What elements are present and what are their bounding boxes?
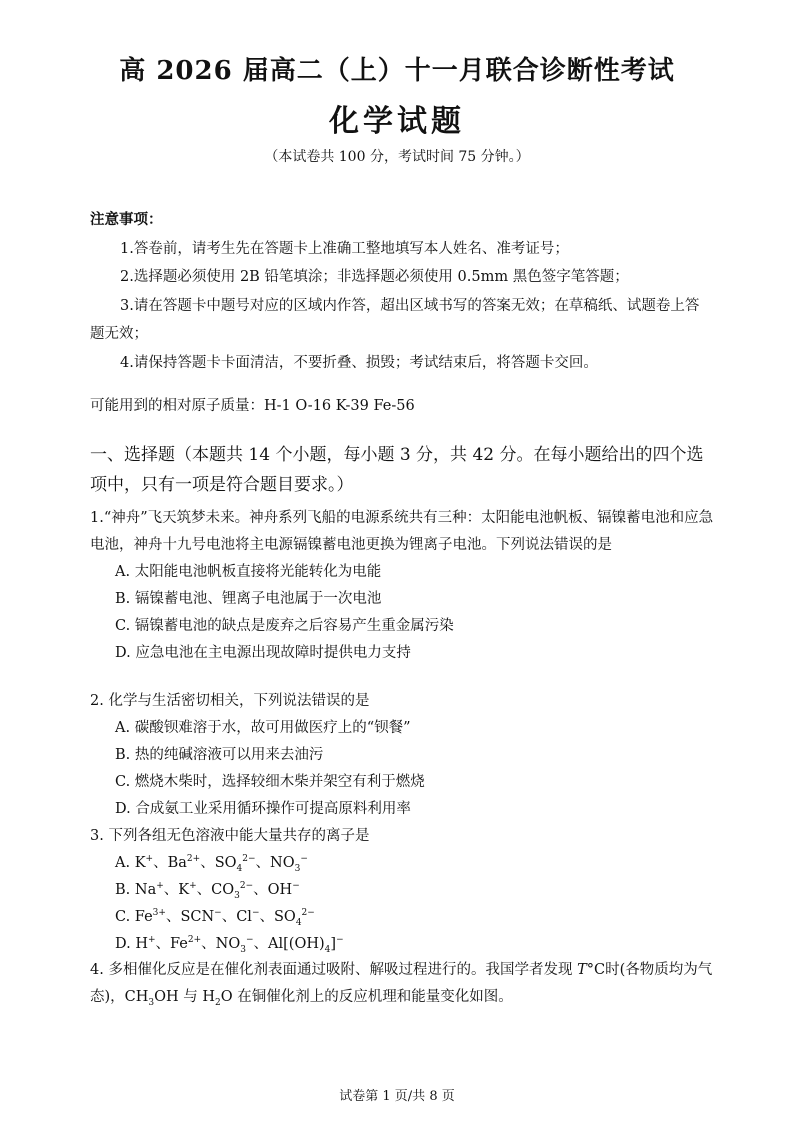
question-3-option-c: C. $Fe^{3+}$、SCN−、Cl−、$SO_4^{2-}$ xyxy=(115,908,315,928)
option-label: A. xyxy=(115,855,135,871)
q4-text-d: O 在铜催化剂上的反应机理和能量变化如图。 xyxy=(220,989,513,1005)
question-4 xyxy=(90,957,720,1011)
question-3-option-d: D. H+、$Fe^{2+}$、$NO_3^-$、$Al[(OH)_4]^-$ xyxy=(115,935,344,955)
ion: Na+ xyxy=(134,881,164,898)
question-1-option-b: B. 镉镍蓄电池、锂离子电池属于一次电池 xyxy=(115,591,382,607)
ion: $Fe^{3+}$ xyxy=(134,908,166,925)
ion: $Ba^{2+}$ xyxy=(167,854,201,871)
question-2-option-d: D. 合成氨工业采用循环操作可提高原料利用率 xyxy=(115,801,411,817)
ion: $Fe^{2+}$ xyxy=(170,935,202,952)
ion: OH− xyxy=(267,881,300,898)
q4-sub2: 2 xyxy=(215,997,221,1008)
note-item-4: 4.请保持答题卡卡面清洁，不要折叠、损毁；考试结束后，将答题卡交回。 xyxy=(120,354,598,371)
q4-text-c: OH 与 H xyxy=(154,989,216,1005)
option-label: C. xyxy=(115,909,135,925)
subject-title: 化学试题 xyxy=(329,104,465,139)
ion: K+ xyxy=(134,854,154,871)
question-3 xyxy=(90,823,720,958)
question-2-stem: 2. 化学与生活密切相关，下列说法错误的是 xyxy=(90,693,370,709)
note-item-2: 2.选择题必须使用 2B 铅笔填涂；非选择题必须使用 0.5mm 黑色签字笔答题； xyxy=(120,269,629,285)
ion: $NO_3^-$ xyxy=(215,935,254,955)
atomic-mass: 可能用到的相对原子质量：H-1 O-16 K-39 Fe-56 xyxy=(90,398,415,414)
ion: H+ xyxy=(135,935,156,952)
ion: SCN− xyxy=(180,908,222,925)
question-3-option-b: B. Na+、K+、$CO_3^{2-}$、OH− xyxy=(115,881,300,901)
ion: Cl− xyxy=(236,908,260,925)
question-1 xyxy=(90,505,720,667)
question-1-option-d: D. 应急电池在主电源出现故障时提供电力支持 xyxy=(115,645,411,661)
q4-text-a: 4. 多相催化反应是在催化剂表面通过吸附、解吸过程进行的。我国学者发现 xyxy=(90,962,578,978)
exam-info: （本试卷共 100 分，考试时间 75 分钟。） xyxy=(264,149,530,165)
option-label: B. xyxy=(115,882,135,898)
question-2-option-a: A. 碳酸钡难溶于水，故可用做医疗上的“钡餐” xyxy=(115,720,411,736)
question-1-stem: 1.“神舟”飞天筑梦未来。神舟系列飞船的电源系统共有三种：太阳能电池帆板、镉镍蓄电池和应急电池，神舟十九号电池将主电源镉镍蓄电池更换为锂离子电池。下列说法错误的是 xyxy=(90,510,714,553)
note-item-3: 3.请在答题卡中题号对应的区域内作答，超出区域书写的答案无效；在草稿纸、试题卷上答题无效； xyxy=(90,297,700,342)
section-heading: 一、选择题（本题共 14 个小题，每小题 3 分，共 42 分。在每小题给出的四个选项中，只有一项是符合题目要求。） xyxy=(90,445,704,495)
note-item-1: 1.答卷前，请考生先在答题卡上准确工整地填写本人姓名、准考证号； xyxy=(120,240,569,257)
ion: $CO_3^{2-}$ xyxy=(211,881,254,901)
question-2 xyxy=(90,688,720,823)
ion: $Al[(OH)_4]^-$ xyxy=(268,935,344,955)
ion: $NO_3^-$ xyxy=(270,854,308,874)
page-footer: 试卷第 1 页/共 8 页 xyxy=(339,1089,455,1104)
ion: $SO_4^{2-}$ xyxy=(214,854,256,874)
notes-heading: 注意事项： xyxy=(90,211,163,228)
ion: $SO_4^{2-}$ xyxy=(273,908,315,928)
question-3-stem: 3. 下列各组无色溶液中能大量共存的离子是 xyxy=(90,828,370,844)
question-1-option-c: C. 镉镍蓄电池的缺点是废弃之后容易产生重金属污染 xyxy=(115,618,454,634)
exam-title: 高 2026 届高二（上）十一月联合诊断性考试 xyxy=(119,56,675,86)
question-2-option-c: C. 燃烧木柴时，选择较细木柴并架空有利于燃烧 xyxy=(115,774,425,790)
q4-sub3: 3 xyxy=(148,997,155,1008)
question-4-stem xyxy=(90,957,720,1011)
question-1-option-a: A. 太阳能电池帆板直接将光能转化为电能 xyxy=(115,564,382,580)
option-label: D. xyxy=(115,936,136,952)
ion: K+ xyxy=(178,881,197,898)
q4-text-b: °C时(各物质均为气态)，CH xyxy=(90,962,713,1005)
question-2-option-b: B. 热的纯碱溶液可以用来去油污 xyxy=(115,747,324,763)
question-3-option-a: A. K+、$Ba^{2+}$、$SO_4^{2-}$、$NO_3^-$ xyxy=(115,854,308,874)
notes-section xyxy=(90,206,710,377)
q4-temp: T xyxy=(577,962,587,978)
